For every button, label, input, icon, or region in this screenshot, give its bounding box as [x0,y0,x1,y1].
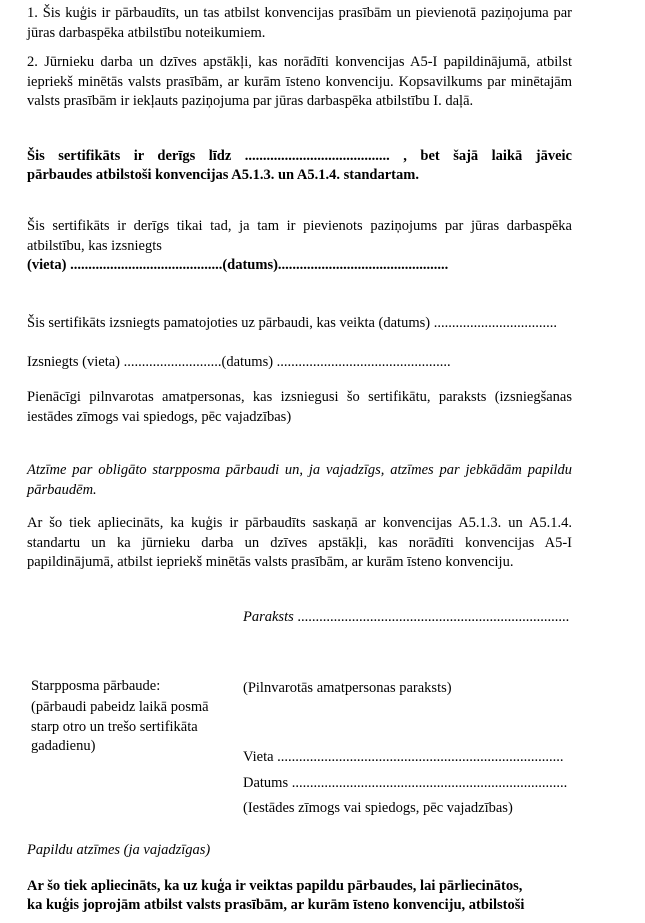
stamp-note: (Iestādes zīmogs vai spiedogs, pēc vajadzības) [243,800,513,816]
valid-until-line-2: pārbaudes atbilstoši konvencijas A5.1.3. un A5.1.4. standartam. [27,167,419,183]
date-field [243,774,567,794]
valid-until-line-1: Šis sertifikāts ir derīgs līdz ........................................ , bet šajā laikā jāveic [27,148,572,164]
place-dots: ............................................................................... [277,749,564,765]
date-dots: ............................................................................ [291,775,568,791]
signature-note: Pienācīgi pilnvarotas amatpersonas, kas izsniegusi šo sertifikātu, paraksts (izsniegšanas iestādes zīmogs vai spiedogs, pēc vajadzības) [27,389,572,425]
valid-only-text: Šis sertifikāts ir derīgs tikai tad, ja tam ir pievienots paziņojums par jūras darbaspēka atbilstību, kas izsniegts [27,218,572,254]
issued-based-on-inspection: Šis sertifikāts izsniegts pamatojoties uz pārbaudi, kas veikta (datums) .................................. [27,315,557,331]
paragraph-2: 2. Jūrnieku darba un dzīves apstākļi, kas norādīti konvencijas A5-I papildinājumā, atbilst iepriekš minētās valsts prasībām, ar kurām īsteno konvenciju. Kopsavilkums par minētajām valsts prasībām ir iekļauts paziņojuma par jūras darbaspēka atbilstību I. daļā. [27,54,572,109]
certify-intermediate-text: Ar šo tiek apliecināts, ka kuģis ir pārbaudīts saskaņā ar konvencijas A5.1.3. un A5.1.4. standartu un ka jūrnieku darba un dzīves apstākļi, kas norādīti konvencijas A5-I papildinājumā, atbilst iepriekš minētās valsts prasībām, ar kurām īsteno konvenciju. [27,515,572,570]
paragraph-1: 1. Šis kuģis ir pārbaudīts, un tas atbilst konvencijas prasībām un pievienotā paziņojuma par jūras darbaspēka atbilstību noteikumiem. [27,5,572,41]
intermediate-heading: Atzīme par obligāto starpposma pārbaudi un, ja vajadzīgs, atzīmes par jebkādām papildu pārbaudēm. [27,462,572,498]
signature-label: Paraksts [243,609,294,625]
additional-notes-line-1: Ar šo tiek apliecināts, ka uz kuģa ir veiktas papildu pārbaudes, lai pārliecinātos, [27,878,523,894]
place-field [243,748,564,768]
intermediate-inspection-note: (pārbaudi pabeidz laikā posmā starp otro un trešo sertifikāta gadadienu) [31,699,209,754]
official-signature-caption: (Pilnvarotās amatpersonas paraksts) [243,680,452,696]
place-label: Vieta [243,749,274,765]
place-date-line: (vieta) ..........................................(datums)............................................... [27,257,449,273]
signature-field [243,608,569,628]
issued-place-date: Izsniegts (vieta) ...........................(datums) ................................................ [27,354,451,370]
additional-notes-heading: Papildu atzīmes (ja vajadzīgas) [27,842,211,858]
date-label: Datums [243,775,289,791]
intermediate-inspection-label: Starpposma pārbaude: [31,678,161,694]
signature-dots: ........................................................................... [297,609,570,625]
additional-notes-line-2: ka kuģis joprojām atbilst valsts prasībām, ar kurām īsteno konvenciju, atbilstoši [27,897,525,913]
